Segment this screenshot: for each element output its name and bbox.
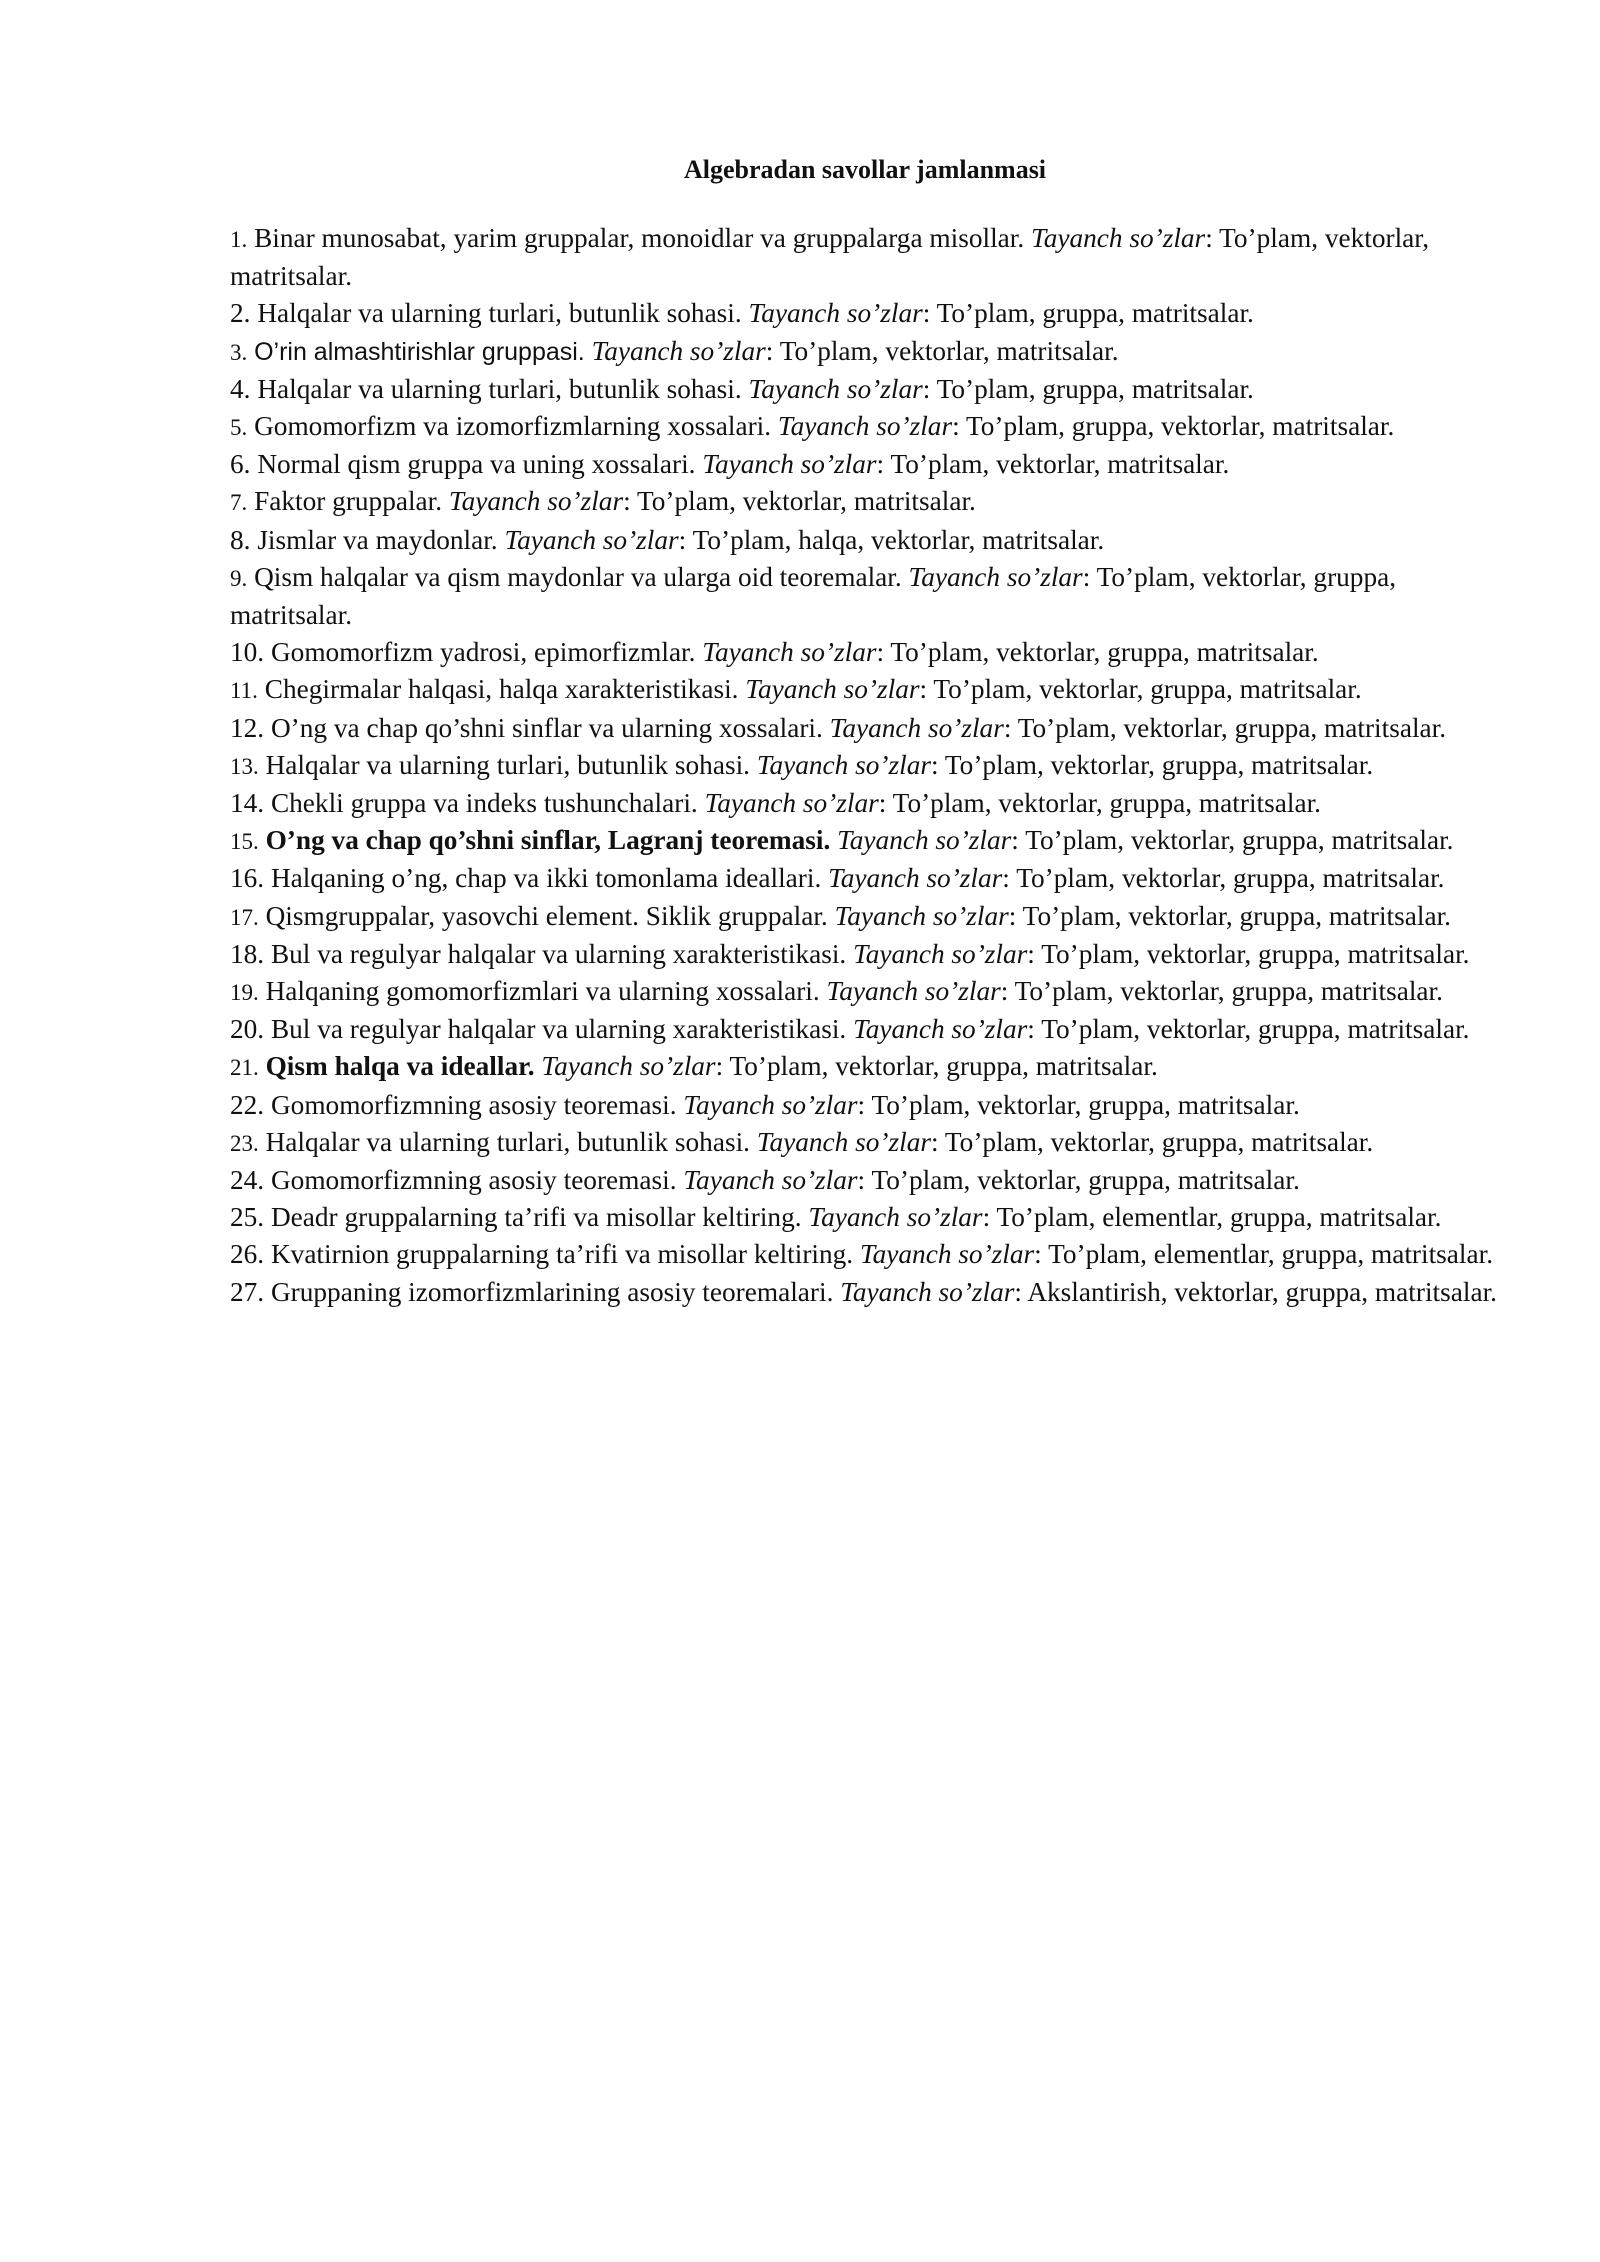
- keyword-label: Tayanch so’zlar: [853, 1014, 1028, 1045]
- question-keywords: To’plam, elementlar, gruppa, matritsalar.: [996, 1202, 1442, 1233]
- keyword-label: Tayanch so’zlar: [840, 1276, 1015, 1307]
- question-item: 16. Halqaning o’ng, chap va ikki tomonlama ideallari. Tayanch so’zlar: To’plam, vektorlar, gruppa, matritsalar.: [230, 863, 1445, 894]
- question-keywords: To’plam, vektorlar, gruppa, matritsalar.: [933, 674, 1362, 705]
- question-topic: Kvatirnion gruppalarning ta’rifi va misollar keltiring.: [270, 1239, 854, 1270]
- question-keywords: To’plam, vektorlar, gruppa, matritsalar.: [729, 1051, 1158, 1082]
- question-item: 15. O’ng va chap qo’shni sinflar, Lagranj teoremasi. Tayanch so’zlar: To’plam, vektorlar, gruppa, matritsalar.: [230, 825, 1454, 856]
- document-title: Algebradan savollar jamlanmasi: [683, 155, 1047, 184]
- question-item: 20. Bul va regulyar halqalar va ularning xarakteristikasi. Tayanch so’zlar: To’plam, vektorlar, gruppa, matritsalar.: [230, 1014, 1470, 1045]
- question-topic: Gomomorfizm va izomorfizmlarning xossalari.: [254, 411, 772, 442]
- question-number: 17.: [230, 904, 259, 930]
- question-item: 10. Gomomorfizm yadrosi, epimorfizmlar. Tayanch so’zlar: To’plam, vektorlar, gruppa, matritsalar.: [230, 637, 1319, 668]
- question-item: 26. Kvatirnion gruppalarning ta’rifi va misollar keltiring. Tayanch so’zlar: To’plam, elementlar, gruppa, matritsalar.: [230, 1239, 1494, 1270]
- question-keywords: To’plam, vektorlar, gruppa, matritsalar.: [1022, 900, 1451, 931]
- question-topic: Gruppaning izomorfizmlarining asosiy teoremalari.: [270, 1276, 834, 1307]
- question-keywords: To’plam, vektorlar, matritsalar.: [230, 223, 1430, 292]
- question-keywords: To’plam, vektorlar, gruppa, matritsalar.: [871, 1089, 1300, 1120]
- keyword-label: Tayanch so’zlar: [702, 637, 877, 668]
- question-number: 14.: [230, 788, 265, 819]
- keyword-label: Tayanch so’zlar: [448, 486, 624, 517]
- question-keywords: To’plam, vektorlar, gruppa, matritsalar.: [1016, 863, 1445, 894]
- keyword-label: Tayanch so’zlar: [828, 863, 1003, 894]
- question-number: 19.: [230, 980, 259, 1006]
- question-number: 3.: [230, 339, 248, 365]
- question-topic: Normal qism gruppa va uning xossalari.: [257, 449, 696, 480]
- question-keywords: To’plam, vektorlar, matritsalar.: [637, 486, 976, 517]
- question-item: 25. Deadr gruppalarning ta’rifi va misollar keltiring. Tayanch so’zlar: To’plam, elementlar, gruppa, matritsalar.: [230, 1202, 1442, 1233]
- keyword-label: Tayanch so’zlar: [756, 749, 931, 780]
- question-item: 7. Faktor gruppalar. Tayanch so’zlar: To’plam, vektorlar, matritsalar.: [230, 486, 976, 517]
- question-number: 4.: [230, 373, 251, 404]
- keyword-label: Tayanch so’zlar: [702, 449, 877, 480]
- question-item: 2. Halqalar va ularning turlari, butunlik sohasi. Tayanch so’zlar: To’plam, gruppa, matritsalar.: [230, 298, 1254, 329]
- question-keywords: To’plam, vektorlar, matritsalar.: [779, 335, 1119, 366]
- keyword-label: Tayanch so’zlar: [756, 1126, 931, 1157]
- keyword-label: Tayanch so’zlar: [1031, 223, 1206, 253]
- question-topic: Bul va regulyar halqalar va ularning xarakteristikasi.: [270, 938, 847, 969]
- question-number: 15.: [230, 829, 259, 855]
- question-item: 6. Normal qism gruppa va uning xossalari. Tayanch so’zlar: To’plam, vektorlar, matritsalar.: [230, 449, 1230, 480]
- question-topic: Gomomorfizmning asosiy teoremasi.: [270, 1165, 677, 1196]
- question-number: 13.: [230, 753, 259, 779]
- question-topic: Jismlar va maydonlar.: [257, 524, 498, 555]
- question-keywords: To’plam, vektorlar, gruppa, matritsalar.: [944, 749, 1374, 780]
- keyword-label: Tayanch so’zlar: [745, 674, 920, 705]
- question-number: 11.: [230, 678, 258, 704]
- question-item: 9. Qism halqalar va qism maydonlar va ularga oid teoremalar. Tayanch so’zlar: To’plam, vektorlar, gruppa, matritsalar.: [230, 561, 1397, 631]
- question-topic: Qism halqalar va qism maydonlar va ularga oid teoremalar.: [254, 561, 902, 592]
- question-keywords: To’plam, vektorlar, gruppa, matritsalar.: [890, 637, 1319, 668]
- question-item: 24. Gomomorfizmning asosiy teoremasi. Tayanch so’zlar: To’plam, vektorlar, gruppa, matritsalar.: [230, 1165, 1300, 1196]
- question-keywords: To’plam, vektorlar, gruppa, matritsalar.: [1041, 938, 1470, 969]
- question-number: 20.: [230, 1014, 265, 1045]
- question-item: 4. Halqalar va ularning turlari, butunlik sohasi. Tayanch so’zlar: To’plam, gruppa, matritsalar.: [230, 373, 1254, 404]
- question-keywords: To’plam, gruppa, matritsalar.: [936, 298, 1254, 329]
- question-item: 13. Halqalar va ularning turlari, butunlik sohasi. Tayanch so’zlar: To’plam, vektorlar, gruppa, matritsalar.: [230, 749, 1374, 780]
- keyword-label: Tayanch so’zlar: [504, 524, 679, 555]
- keyword-label: Tayanch so’zlar: [683, 1089, 858, 1120]
- question-number: 18.: [230, 938, 265, 969]
- question-topic: Faktor gruppalar.: [254, 486, 443, 517]
- keyword-label: Tayanch so’zlar: [837, 825, 1012, 856]
- keyword-label: Tayanch so’zlar: [808, 1202, 983, 1233]
- question-item: 23. Halqalar va ularning turlari, butunlik sohasi. Tayanch so’zlar: To’plam, vektorlar, gruppa, matritsalar.: [230, 1126, 1374, 1157]
- question-item: 5. Gomomorfizm va izomorfizmlarning xossalari. Tayanch so’zlar: To’plam, gruppa, vektorlar, matritsalar.: [230, 411, 1395, 442]
- keyword-label: Tayanch so’zlar: [591, 335, 766, 366]
- question-keywords: Akslantirish, vektorlar, gruppa, matritsalar.: [1027, 1276, 1497, 1307]
- question-number: 24.: [230, 1165, 265, 1196]
- question-item: 8. Jismlar va maydonlar. Tayanch so’zlar: To’plam, halqa, vektorlar, matritsalar.: [230, 524, 1105, 555]
- question-number: 5.: [230, 415, 248, 441]
- question-topic: Halqalar va ularning turlari, butunlik sohasi.: [265, 1126, 750, 1157]
- question-topic: Halqalar va ularning turlari, butunlik sohasi.: [257, 373, 742, 404]
- question-number: 21.: [230, 1055, 259, 1081]
- question-keywords: To’plam, vektorlar, gruppa, matritsalar.: [1017, 712, 1447, 743]
- question-number: 27.: [230, 1276, 265, 1307]
- question-item: 21. Qism halqa va ideallar. Tayanch so’zlar: To’plam, vektorlar, gruppa, matritsalar.: [230, 1051, 1158, 1082]
- question-topic: Binar munosabat, yarim gruppalar, monoidlar va gruppalarga misollar.: [254, 223, 1025, 253]
- question-number: 22.: [230, 1089, 265, 1120]
- question-keywords: To’plam, vektorlar, gruppa, matritsalar.: [1014, 976, 1443, 1007]
- question-topic: Qism halqa va ideallar.: [265, 1051, 535, 1082]
- question-keywords: To’plam, vektorlar, gruppa, matritsalar.: [1025, 825, 1454, 856]
- question-item: 12. O’ng va chap qo’shni sinflar va ularning xossalari. Tayanch so’zlar: To’plam, vektorlar, gruppa, matritsalar.: [230, 712, 1447, 743]
- keyword-label: Tayanch so’zlar: [834, 900, 1009, 931]
- question-keywords: To’plam, vektorlar, gruppa, matritsalar.: [1041, 1014, 1470, 1045]
- question-keywords: To’plam, elementlar, gruppa, matritsalar.: [1048, 1239, 1494, 1270]
- keyword-label: Tayanch so’zlar: [777, 411, 953, 442]
- question-item: 14. Chekli gruppa va indeks tushunchalari. Tayanch so’zlar: To’plam, vektorlar, gruppa, matritsalar.: [230, 788, 1321, 819]
- keyword-label: Tayanch so’zlar: [748, 298, 923, 329]
- question-topic: Chegirmalar halqasi, halqa xarakteristikasi.: [264, 674, 739, 705]
- keyword-label: Tayanch so’zlar: [826, 976, 1001, 1007]
- question-number: 10.: [230, 637, 265, 668]
- question-topic: Gomomorfizm yadrosi, epimorfizmlar.: [270, 637, 696, 668]
- question-number: 2.: [230, 298, 251, 329]
- question-topic: Gomomorfizmning asosiy teoremasi.: [270, 1089, 677, 1120]
- question-number: 9.: [230, 565, 248, 591]
- question-topic: Halqalar va ularning turlari, butunlik sohasi.: [265, 749, 750, 780]
- question-item: 19. Halqaning gomomorfizmlari va ularning xossalari. Tayanch so’zlar: To’plam, vektorlar, gruppa, matritsalar.: [230, 976, 1443, 1007]
- question-number: 26.: [230, 1239, 265, 1270]
- question-topic: Qismgruppalar, yasovchi element. Siklik gruppalar.: [265, 900, 828, 931]
- question-item: 17. Qismgruppalar, yasovchi element. Siklik gruppalar. Tayanch so’zlar: To’plam, vektorlar, gruppa, matritsalar.: [230, 900, 1451, 931]
- question-number: 25.: [230, 1202, 265, 1233]
- question-keywords: To’plam, gruppa, vektorlar, matritsalar.: [966, 411, 1395, 442]
- question-number: 23.: [230, 1130, 259, 1156]
- question-item: 3. O’rin almashtirishlar gruppasi. Tayanch so’zlar: To’plam, vektorlar, matritsalar.: [230, 335, 1119, 366]
- question-keywords: To’plam, halqa, vektorlar, matritsalar.: [692, 524, 1105, 555]
- question-topic: Halqalar va ularning turlari, butunlik sohasi.: [257, 298, 742, 329]
- question-topic: O’rin almashtirishlar gruppasi.: [254, 337, 585, 366]
- question-topic: Chekli gruppa va indeks tushunchalari.: [270, 788, 698, 819]
- keyword-label: Tayanch so’zlar: [541, 1051, 716, 1082]
- question-number: 7.: [230, 490, 248, 516]
- question-topic: Halqaning gomomorfizmlari va ularning xossalari.: [265, 976, 820, 1007]
- keyword-label: Tayanch so’zlar: [748, 373, 923, 404]
- keyword-label: Tayanch so’zlar: [859, 1239, 1035, 1270]
- keyword-label: Tayanch so’zlar: [704, 788, 879, 819]
- question-topic: Deadr gruppalarning ta’rifi va misollar keltiring.: [270, 1202, 802, 1233]
- question-item: 11. Chegirmalar halqasi, halqa xarakteristikasi. Tayanch so’zlar: To’plam, vektorlar, gruppa, matritsalar.: [230, 674, 1362, 705]
- question-topic: O’ng va chap qo’shni sinflar va ularning xossalari.: [270, 712, 823, 743]
- question-topic: Bul va regulyar halqalar va ularning xarakteristikasi.: [270, 1014, 847, 1045]
- question-number: 8.: [230, 524, 251, 555]
- question-keywords: To’plam, vektorlar, matritsalar.: [890, 449, 1230, 480]
- question-number: 6.: [230, 449, 251, 480]
- keyword-label: Tayanch so’zlar: [853, 938, 1028, 969]
- question-topic: Halqaning o’ng, chap va ikki tomonlama ideallari.: [270, 863, 822, 894]
- question-list: [230, 220, 1500, 1311]
- keyword-label: Tayanch so’zlar: [683, 1165, 858, 1196]
- question-keywords: To’plam, vektorlar, gruppa, matritsalar.: [892, 788, 1321, 819]
- question-item: 18. Bul va regulyar halqalar va ularning xarakteristikasi. Tayanch so’zlar: To’plam, vektorlar, gruppa, matritsalar.: [230, 938, 1470, 969]
- question-item: 22. Gomomorfizmning asosiy teoremasi. Tayanch so’zlar: To’plam, vektorlar, gruppa, matritsalar.: [230, 1089, 1300, 1120]
- question-keywords: To’plam, vektorlar, gruppa, matritsalar.: [230, 561, 1397, 631]
- question-keywords: To’plam, vektorlar, gruppa, matritsalar.: [871, 1165, 1300, 1196]
- keyword-label: Tayanch so’zlar: [908, 561, 1083, 592]
- question-item: 27. Gruppaning izomorfizmlarining asosiy teoremalari. Tayanch so’zlar: Akslantirish, vektorlar, gruppa, matritsalar.: [230, 1276, 1497, 1307]
- question-item: 1. Binar munosabat, yarim gruppalar, monoidlar va gruppalarga misollar. Tayanch so’zlar: To’plam, vektorlar, matritsalar.: [230, 223, 1430, 292]
- keyword-label: Tayanch so’zlar: [829, 712, 1004, 743]
- question-keywords: To’plam, vektorlar, gruppa, matritsalar.: [944, 1126, 1374, 1157]
- question-number: 12.: [230, 712, 265, 743]
- question-keywords: To’plam, gruppa, matritsalar.: [936, 373, 1254, 404]
- question-topic: O’ng va chap qo’shni sinflar, Lagranj teoremasi.: [265, 825, 831, 856]
- question-number: 16.: [230, 863, 265, 894]
- question-number: 1.: [230, 227, 248, 252]
